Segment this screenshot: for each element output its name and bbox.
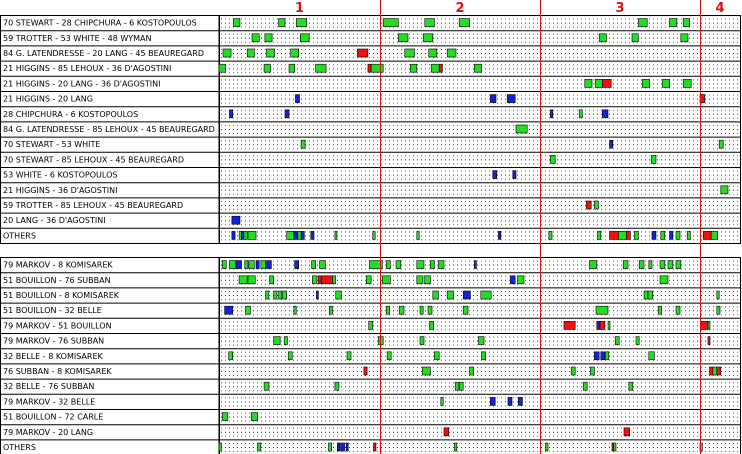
shift-segment xyxy=(463,306,468,314)
shift-segment xyxy=(546,443,548,451)
shift-segment xyxy=(223,49,231,57)
shift-segment xyxy=(590,367,594,375)
shift-segment xyxy=(662,79,669,87)
shift-segment xyxy=(386,306,389,314)
row-label: 32 BELLE - 76 SUBBAN xyxy=(3,382,95,392)
shift-segment xyxy=(660,261,665,269)
shift-segment xyxy=(291,49,299,57)
shift-segment xyxy=(599,34,606,42)
shift-segment xyxy=(423,34,433,42)
shift-segment xyxy=(516,125,527,133)
shift-segment xyxy=(493,171,497,179)
row-label: 70 STEWART - 53 WHITE xyxy=(3,140,101,150)
shift-segment xyxy=(420,337,424,345)
shift-segment xyxy=(248,276,255,284)
shift-segment xyxy=(550,110,552,118)
shift-segment xyxy=(242,231,244,239)
shift-segment xyxy=(434,352,439,360)
shift-segment xyxy=(328,443,331,451)
shift-segment xyxy=(279,291,282,299)
shift-segment xyxy=(661,231,665,239)
shift-segment xyxy=(425,19,435,27)
shift-segment xyxy=(229,352,233,360)
shift-segment xyxy=(431,64,439,72)
shift-segment xyxy=(615,337,619,345)
row-label: 51 BOUILLON - 72 CARLE xyxy=(3,412,104,422)
shift-segment xyxy=(598,231,601,239)
shift-segment xyxy=(717,306,720,314)
shift-segment xyxy=(652,231,656,239)
shift-segment xyxy=(422,367,430,375)
shift-segment xyxy=(232,231,235,239)
shift-segment xyxy=(428,306,432,314)
shift-segment xyxy=(321,276,332,284)
shift-segment xyxy=(644,291,648,299)
shift-segment xyxy=(636,337,639,345)
shift-segment xyxy=(371,64,383,72)
shift-segment xyxy=(624,428,630,436)
shift-segment xyxy=(335,382,339,390)
shift-segment xyxy=(438,261,444,269)
shift-segment xyxy=(417,261,424,269)
shift-segment xyxy=(430,261,434,269)
shift-segment xyxy=(478,337,484,345)
shift-segment xyxy=(444,428,449,436)
shift-segment xyxy=(639,261,644,269)
shift-segment xyxy=(447,49,456,57)
shift-segment xyxy=(585,79,592,87)
shift-segment xyxy=(420,306,423,314)
shift-segment xyxy=(249,261,255,269)
shift-segment xyxy=(717,291,719,299)
shift-segment xyxy=(676,306,680,314)
shift-segment xyxy=(668,261,673,269)
shift-segment xyxy=(369,321,373,329)
shift-segment xyxy=(239,276,247,284)
row-label: 79 MARKOV - 32 BELLE xyxy=(3,397,96,407)
shift-segment xyxy=(316,64,326,72)
shift-segment xyxy=(670,19,677,27)
shift-segment xyxy=(717,367,721,375)
row-label: 84 G. LATENDRESSE - 20 LANG - 45 BEAUREGARD xyxy=(3,49,204,58)
shift-segment xyxy=(222,261,226,269)
shift-segment xyxy=(261,261,266,269)
shift-segment xyxy=(346,443,348,451)
shift-segment xyxy=(396,261,401,269)
shift-segment xyxy=(417,276,423,284)
period-label: 3 xyxy=(615,1,625,16)
row-label: 79 MARKOV - 8 KOMISAREK xyxy=(3,260,113,270)
shift-segment xyxy=(579,110,582,118)
shift-segment xyxy=(614,443,616,451)
shift-segment xyxy=(594,352,599,360)
shift-segment xyxy=(333,276,336,284)
row-label: OTHERS xyxy=(3,231,36,241)
shift-segment xyxy=(474,261,476,269)
shift-segment xyxy=(316,291,318,299)
shift-segment xyxy=(626,231,630,239)
row-label: OTHERS xyxy=(3,443,36,452)
shift-segment xyxy=(455,382,458,390)
shift-segment xyxy=(283,291,287,299)
shift-segment xyxy=(357,49,367,57)
shift-segment xyxy=(335,231,337,239)
shift-segment xyxy=(265,34,272,42)
shift-segment xyxy=(683,79,691,87)
shift-segment xyxy=(232,216,240,224)
shift-segment xyxy=(266,49,274,57)
shift-segment xyxy=(300,34,309,42)
shift-segment xyxy=(634,231,638,239)
shift-segment xyxy=(239,231,241,239)
shift-segment xyxy=(683,19,689,27)
shift-segment xyxy=(341,443,345,451)
shift-segment xyxy=(294,306,296,314)
shift-segment xyxy=(219,64,225,72)
row-label: 70 STEWART - 28 CHIPCHURA - 6 KOSTOPOULOS xyxy=(3,18,197,28)
shift-segment xyxy=(481,291,491,299)
shift-segment xyxy=(649,352,655,360)
shift-segment xyxy=(618,231,626,239)
shift-segment xyxy=(229,261,235,269)
shift-segment xyxy=(318,276,320,284)
period-label: 2 xyxy=(455,1,465,16)
shift-segment xyxy=(245,261,248,269)
shift-segment xyxy=(274,291,277,299)
shift-segment xyxy=(441,397,443,405)
shift-segment xyxy=(247,49,254,57)
shift-segment xyxy=(289,64,295,72)
shift-segment xyxy=(708,337,710,345)
shift-segment xyxy=(439,64,442,72)
shift-segment xyxy=(430,321,434,329)
shift-segment xyxy=(264,64,270,72)
shift-segment xyxy=(373,231,375,239)
shift-segment xyxy=(708,321,710,329)
shift-segment xyxy=(703,231,711,239)
shift-segment xyxy=(382,276,390,284)
row-label: 51 BOUILLON - 8 KOMISAREK xyxy=(3,291,120,300)
shift-segment xyxy=(463,291,470,299)
shift-segment xyxy=(602,79,611,87)
shift-segment xyxy=(564,321,575,329)
shift-segment xyxy=(266,291,269,299)
row-label: 21 HIGGINS - 85 LEHOUX - 36 D'AGOSTINI xyxy=(3,64,172,74)
period-label: 4 xyxy=(715,1,725,16)
shift-segment xyxy=(312,276,316,284)
shift-segment xyxy=(549,231,552,239)
shift-segment xyxy=(296,19,306,27)
row-label: 21 HIGGINS - 20 LANG xyxy=(3,94,93,104)
row-label: 53 WHITE - 6 KOSTOPOULOS xyxy=(3,170,118,180)
shift-segment xyxy=(364,367,367,375)
shift-segment xyxy=(301,140,305,148)
shift-segment xyxy=(629,382,633,390)
shift-segment xyxy=(236,261,242,269)
shift-segment xyxy=(719,140,723,148)
shift-segment xyxy=(676,231,680,239)
shift-segment xyxy=(279,19,285,27)
shift-segment xyxy=(490,95,496,103)
shift-segment xyxy=(337,443,339,451)
shift-segment xyxy=(474,64,481,72)
row-label: 76 SUBBAN - 8 KOMISAREK xyxy=(3,367,112,376)
shift-segment xyxy=(660,276,668,284)
row-label: 21 HIGGINS - 36 D'AGOSTINI xyxy=(3,185,118,195)
shift-segment xyxy=(610,231,619,239)
shift-segment xyxy=(608,321,610,329)
shift-segment xyxy=(417,231,419,239)
shift-segment xyxy=(284,337,287,345)
shift-segment xyxy=(386,261,390,269)
shift-segment xyxy=(482,352,486,360)
shift-segment xyxy=(329,306,332,314)
shift-segment xyxy=(710,367,713,375)
shift-segment xyxy=(336,291,342,299)
period-label: 1 xyxy=(294,1,305,16)
shift-segment xyxy=(258,443,261,451)
row-label: 79 MARKOV - 20 LANG xyxy=(3,427,94,437)
row-label: 32 BELLE - 8 KOMISAREK xyxy=(3,351,103,361)
shift-segment xyxy=(459,19,469,27)
shift-segment xyxy=(256,261,259,269)
shift-segment xyxy=(600,321,605,329)
shift-segment xyxy=(638,19,647,27)
row-label: 20 LANG - 36 D'AGOSTINI xyxy=(3,216,106,226)
row-label: 84 G. LATENDRESSE - 85 LEHOUX - 45 BEAUREGARD xyxy=(3,125,215,134)
shift-segment xyxy=(658,306,661,314)
shift-segment xyxy=(398,34,408,42)
shift-segment xyxy=(642,79,649,87)
shift-segment xyxy=(368,64,371,72)
shift-segment xyxy=(295,261,299,269)
shift-segment xyxy=(623,261,628,269)
row-label: 21 HIGGINS - 20 LANG - 36 D'AGOSTINI xyxy=(3,79,161,89)
shift-segment xyxy=(244,231,247,239)
shift-segment xyxy=(586,201,591,209)
shift-segment xyxy=(274,337,280,345)
shift-segment xyxy=(264,382,269,390)
row-label: 28 CHIPCHURA - 6 KOSTOPOULOS xyxy=(3,109,139,119)
shift-segment xyxy=(651,155,656,163)
shift-segment xyxy=(248,231,256,239)
row-label: 70 STEWART - 85 LEHOUX - 45 BEAUREGARD xyxy=(3,155,184,165)
shift-segment xyxy=(285,110,289,118)
shift-segment xyxy=(294,231,297,239)
shift-segment xyxy=(508,397,512,405)
shift-segment xyxy=(721,186,728,194)
shift-segment xyxy=(311,231,314,239)
shift-segment xyxy=(459,382,463,390)
row-label: 79 MARKOV - 51 BOUILLON xyxy=(3,321,112,331)
shift-segment xyxy=(601,352,605,360)
shift-segment xyxy=(648,291,653,299)
shift-segment xyxy=(320,261,326,269)
shift-segment xyxy=(711,231,717,239)
shift-segment xyxy=(510,276,515,284)
shift-segment xyxy=(595,79,602,87)
shift-segment xyxy=(287,231,294,239)
shift-segment xyxy=(550,155,555,163)
shift-segment xyxy=(702,321,708,329)
shift-segment xyxy=(270,276,274,284)
shift-segment xyxy=(590,261,597,269)
shift-segment xyxy=(583,382,587,390)
shift-segment xyxy=(312,261,316,269)
shift-segment xyxy=(649,261,652,269)
shift-segment xyxy=(383,19,398,27)
shift-segment xyxy=(225,306,233,314)
shift-segment xyxy=(301,231,304,239)
shift-segment xyxy=(246,306,251,314)
shift-segment xyxy=(399,306,404,314)
shift-segment xyxy=(596,306,608,314)
shift-segment xyxy=(610,140,613,148)
row-label: 59 TROTTER - 53 WHITE - 48 WYMAN xyxy=(3,33,152,43)
shift-segment xyxy=(498,231,500,239)
row-label: 79 MARKOV - 76 SUBBAN xyxy=(3,336,105,346)
shift-segment xyxy=(288,352,292,360)
shift-segment xyxy=(251,413,257,421)
shift-segment xyxy=(229,110,232,118)
shift-segment xyxy=(594,201,598,209)
row-label: 51 BOUILLON - 32 BELLE xyxy=(3,306,102,316)
shift-segment xyxy=(670,231,673,239)
shift-segment xyxy=(507,95,515,103)
shift-segment xyxy=(513,171,516,179)
shift-segment xyxy=(632,34,638,42)
shift-segment xyxy=(424,276,430,284)
shift-segment xyxy=(219,443,221,451)
shift-segment xyxy=(490,397,495,405)
shift-segment xyxy=(433,291,439,299)
shift-segment xyxy=(470,367,474,375)
shift-segment xyxy=(687,231,690,239)
shift-segment xyxy=(713,367,717,375)
shift-segment xyxy=(447,291,453,299)
shift-segment xyxy=(518,276,524,284)
shift-segment xyxy=(405,49,415,57)
row-label: 51 BOUILLON - 76 SUBBAN xyxy=(3,275,111,285)
shift-segment xyxy=(676,261,681,269)
shift-segment xyxy=(387,352,391,360)
shift-segment xyxy=(252,34,259,42)
shift-segment xyxy=(233,19,239,27)
shift-segment xyxy=(374,443,376,451)
shift-segment xyxy=(222,413,228,421)
shift-segment xyxy=(681,34,688,42)
shift-segment xyxy=(429,49,437,57)
shift-segment xyxy=(410,64,416,72)
shift-segment xyxy=(295,95,299,103)
shift-segment xyxy=(366,276,371,284)
shift-segment xyxy=(454,443,456,451)
shift-segment xyxy=(571,367,575,375)
shift-segment xyxy=(266,261,271,269)
shift-segment xyxy=(347,352,351,360)
shift-segment xyxy=(298,231,301,239)
shift-segment xyxy=(602,110,608,118)
shift-segment xyxy=(606,352,609,360)
row-label: 59 TROTTER - 85 LEHOUX - 45 BEAUREGARD xyxy=(3,201,184,210)
shift-segment xyxy=(518,397,522,405)
